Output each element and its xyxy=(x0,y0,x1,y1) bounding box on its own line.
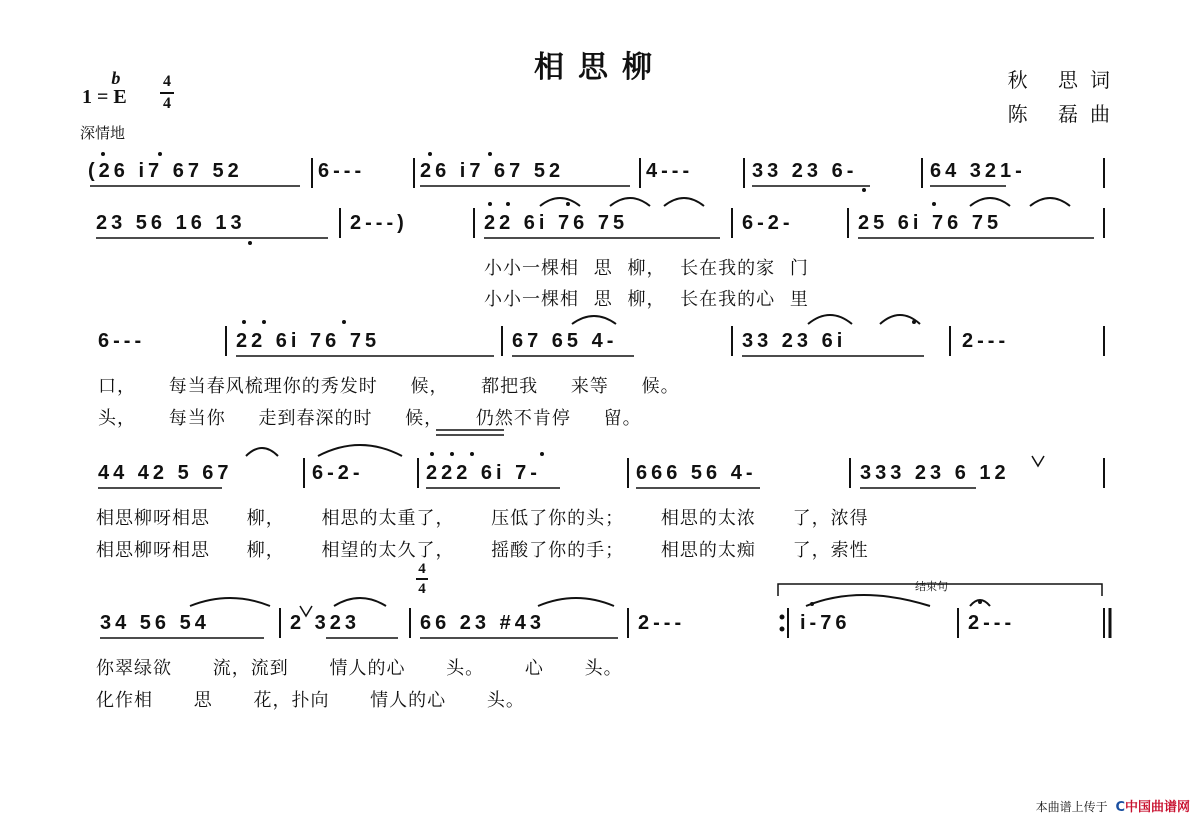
row3-bar2: 22 6i 76 75 xyxy=(236,330,381,352)
row4-bar5: 333 23 6 12 xyxy=(860,462,1010,484)
breath-mark xyxy=(300,606,312,616)
ending-label: 结束句 xyxy=(912,578,951,594)
row5-lyric-verse2: 化作相 思 花，扑向 情人的心 头。 xyxy=(96,690,525,711)
slur xyxy=(808,315,852,324)
slur xyxy=(664,198,704,206)
logo-mark: C xyxy=(1115,800,1125,815)
octave-dot xyxy=(488,152,492,156)
slur xyxy=(572,316,616,324)
repeat-dot xyxy=(780,615,785,620)
row3-bar4: 33 23 6i xyxy=(742,330,847,352)
slur xyxy=(1030,198,1070,206)
row1-bar3: 26 i7 67 52 xyxy=(420,160,565,182)
slur xyxy=(540,198,580,206)
row2-bar3: 22 6i 76 75 xyxy=(484,212,629,234)
row2-bar5: 25 6i 76 75 xyxy=(858,212,1003,234)
row2-bar4: 6-2- xyxy=(742,212,794,234)
slur xyxy=(806,595,930,606)
octave-dot xyxy=(430,452,434,456)
octave-dot xyxy=(932,202,936,206)
row2-lyric-verse1: 小小一棵相 思 柳， 长在我的家 门 xyxy=(484,258,809,279)
row5-bar5: i-76 xyxy=(800,612,851,634)
octave-dot xyxy=(262,320,266,324)
octave-dot xyxy=(488,202,492,206)
logo-text: 中国曲谱网 xyxy=(1124,800,1190,815)
row4-bar1: 44 42 5 67 xyxy=(98,462,233,484)
octave-dot xyxy=(428,152,432,156)
footer-text: 本曲谱上传于 xyxy=(1035,800,1108,814)
fermata-dot xyxy=(978,600,982,604)
row3-bar3: 67 65 4- xyxy=(512,330,618,352)
key-note: E xyxy=(113,86,127,108)
ending-bracket xyxy=(778,584,1102,596)
octave-dot xyxy=(158,152,162,156)
octave-dot xyxy=(450,452,454,456)
row2-bar1: 23 56 16 13 xyxy=(96,212,246,234)
octave-dot xyxy=(242,320,246,324)
octave-dot xyxy=(912,320,916,324)
row1-bar1: (26 i7 67 52 xyxy=(88,160,243,182)
row1-bar2: 6--- xyxy=(318,160,366,182)
octave-dot xyxy=(101,152,105,156)
composer-credit: 陈 磊曲 xyxy=(1007,102,1122,126)
row1-bar6: 64 321- xyxy=(930,160,1026,182)
octave-dot xyxy=(810,602,814,606)
breath-mark xyxy=(1032,456,1044,466)
row4-bar3: 222 6i 7- xyxy=(426,462,541,484)
octave-dot xyxy=(248,241,252,245)
row5-bar6: 2--- xyxy=(968,612,1016,634)
row4-lyric-verse2: 相思柳呀相思 柳， 相望的太久了， 摇酸了你的手； 相思的太痴 了，索性 xyxy=(96,540,869,561)
row5-bar4: 2--- xyxy=(638,612,686,634)
octave-dot xyxy=(470,452,474,456)
slur xyxy=(610,198,650,206)
row5-bar3: 66 23 #43 xyxy=(420,612,545,634)
time-change-bottom: 4 xyxy=(418,581,426,597)
time-change-top: 4 xyxy=(418,561,426,577)
row3-bar5: 2--- xyxy=(962,330,1010,352)
slur xyxy=(190,598,270,606)
repeat-dot xyxy=(780,627,785,632)
row1-bar5: 33 23 6- xyxy=(752,160,858,182)
row5-bar1: 34 56 54 xyxy=(100,612,210,634)
row2-bar2: 2---) xyxy=(350,212,408,234)
flat-sign: b xyxy=(111,68,121,88)
row1-bar4: 4--- xyxy=(646,160,694,182)
row3-lyric-verse2: 头， 每当你 走到春深的时 候， 仍然不肯停 留。 xyxy=(98,408,642,429)
octave-dot xyxy=(342,320,346,324)
key-prefix: 1 = xyxy=(82,86,109,108)
slur xyxy=(970,198,1010,206)
song-title: 相思柳 xyxy=(534,50,666,85)
slur xyxy=(318,445,402,456)
time-bottom: 4 xyxy=(163,95,171,112)
octave-dot xyxy=(506,202,510,206)
time-top: 4 xyxy=(163,73,171,90)
site-logo[interactable] xyxy=(1115,796,1190,815)
octave-dot xyxy=(566,202,570,206)
row4-lyric-verse1: 相思柳呀相思 柳， 相思的太重了， 压低了你的头； 相思的太浓 了，浓得 xyxy=(96,508,869,529)
row3-bar1: 6--- xyxy=(98,330,146,352)
row4-bar2: 6-2- xyxy=(312,462,364,484)
row3-lyric-verse1: 口， 每当春风梳理你的秀发时 候， 都把我 来等 候。 xyxy=(98,376,680,397)
slur xyxy=(538,598,614,606)
slur xyxy=(334,598,386,606)
row2-lyric-verse2: 小小一棵相 思 柳， 长在我的心 里 xyxy=(484,289,809,310)
lyricist-credit: 秋 思词 xyxy=(1007,68,1122,92)
octave-dot xyxy=(862,188,866,192)
row5-lyric-verse1: 你翠绿欲 流，流到 情人的心 头。 心 头。 xyxy=(96,658,623,679)
row5-bar2: 2 323 xyxy=(290,612,361,634)
expression-mark: 深情地 xyxy=(80,124,126,142)
footer-credit xyxy=(1036,796,1190,815)
octave-dot xyxy=(540,452,544,456)
row4-bar4: 666 56 4- xyxy=(636,462,757,484)
slur xyxy=(246,448,278,456)
